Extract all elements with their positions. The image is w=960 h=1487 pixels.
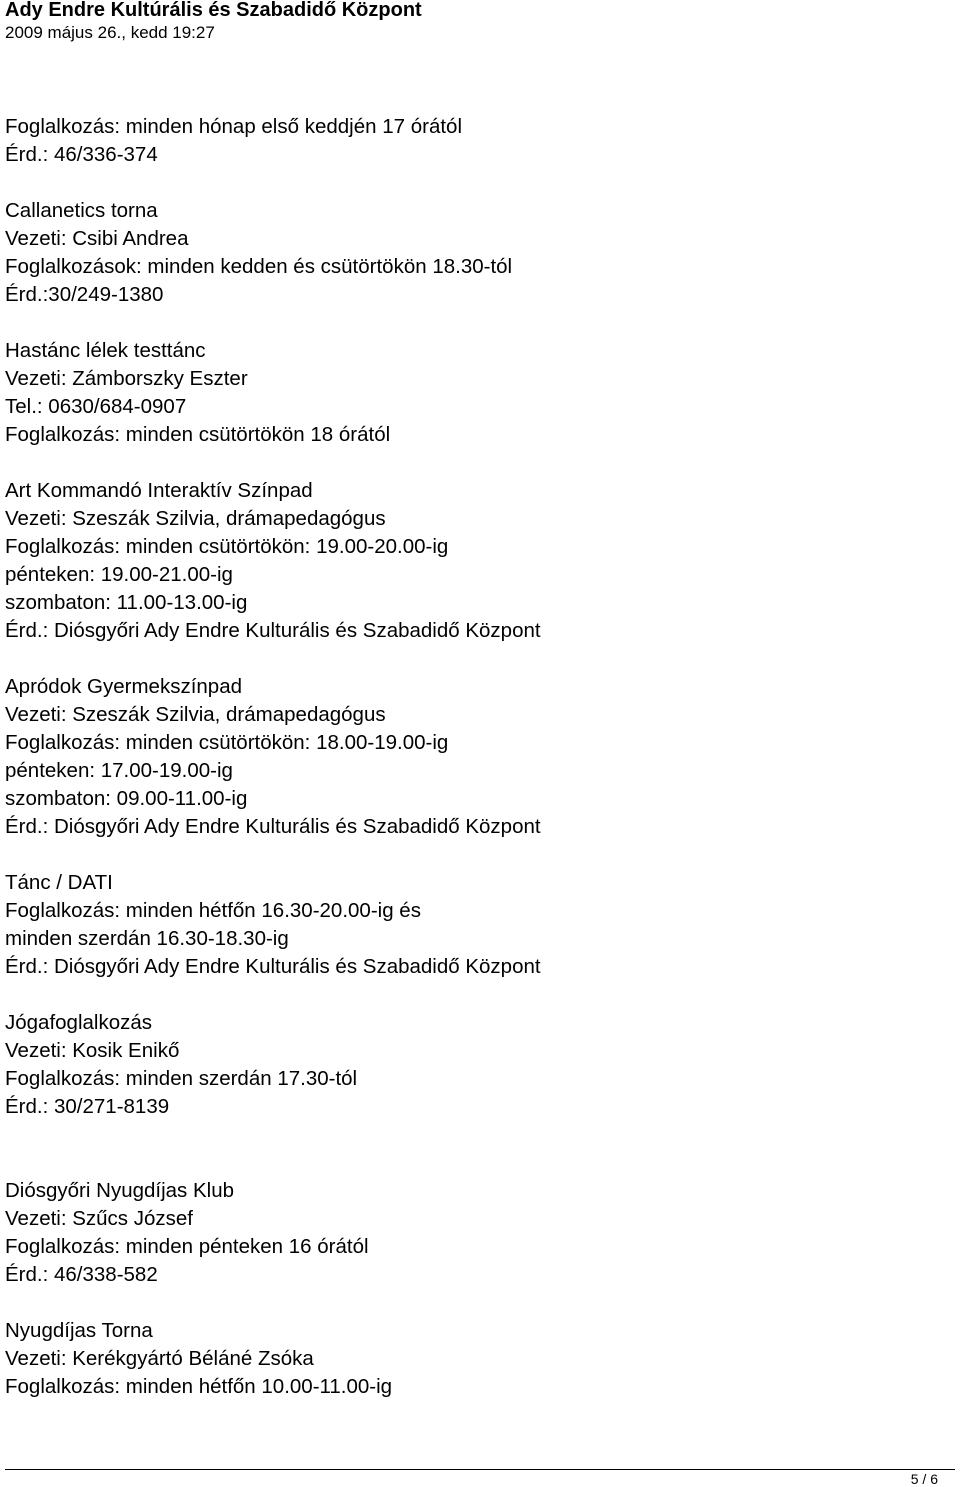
text-line: Vezeti: Csibi Andrea: [5, 227, 189, 250]
spacer: [5, 645, 955, 673]
spacer: [5, 981, 955, 1009]
article-body: [5, 113, 955, 1401]
text-line: Foglalkozás: minden csütörtökön: 19.00-20.00-ig: [5, 535, 449, 558]
text-line: Foglalkozás: minden pénteken 16 órától: [5, 1235, 369, 1258]
spacer: [5, 1149, 955, 1177]
activity-title: Callanetics torna: [5, 199, 158, 222]
page-number: 5 / 6: [910, 1471, 938, 1487]
spacer: [5, 169, 955, 197]
page-header: [5, 0, 955, 44]
text-line: Vezeti: Szűcs József: [5, 1207, 194, 1230]
text-line: Vezeti: Zámborszky Eszter: [5, 367, 248, 390]
text-line: Foglalkozás: minden csütörtökön 18 órától: [5, 423, 391, 446]
text-line: Foglalkozás: minden csütörtökön: 18.00-19.00-ig: [5, 731, 449, 754]
text-line: Érd.:30/249-1380: [5, 283, 164, 306]
activity-title: Diósgyőri Nyugdíjas Klub: [5, 1179, 235, 1202]
text-line: Foglalkozás: minden szerdán 17.30-tól: [5, 1067, 358, 1090]
text-line: szombaton: 11.00-13.00-ig: [5, 591, 248, 614]
text-line: minden szerdán 16.30-18.30-ig: [5, 927, 289, 950]
activity-title: Jógafoglalkozás: [5, 1011, 153, 1034]
text-line: pénteken: 19.00-21.00-ig: [5, 563, 233, 586]
text-line: Érd.: Diósgyőri Ady Endre Kulturális és Szabadidő Központ: [5, 815, 541, 838]
text-line: pénteken: 17.00-19.00-ig: [5, 759, 233, 782]
spacer: [5, 1289, 955, 1317]
text-line: Vezeti: Kosik Enikő: [5, 1039, 180, 1062]
text-line: Foglalkozás: minden hétfőn 10.00-11.00-ig: [5, 1375, 393, 1398]
activity-title: Art Kommandó Interaktív Színpad: [5, 479, 313, 502]
spacer: [5, 841, 955, 869]
text-line: Érd.: 46/338-582: [5, 1263, 158, 1286]
text-line: Tel.: 0630/684-0907: [5, 395, 187, 418]
text-line: Foglalkozás: minden hónap első keddjén 17 órától: [5, 115, 462, 138]
text-line: Érd.: Diósgyőri Ady Endre Kulturális és Szabadidő Központ: [5, 955, 541, 978]
text-line: Érd.: 30/271-8139: [5, 1095, 170, 1118]
text-line: Vezeti: Szeszák Szilvia, drámapedagógus: [5, 703, 386, 726]
spacer: [5, 449, 955, 477]
text-line: Foglalkozás: minden hétfőn 16.30-20.00-ig és: [5, 899, 421, 922]
activity-title: Tánc / DATI: [5, 871, 113, 894]
footer-divider: [5, 1469, 955, 1470]
text-line: Érd.: 46/336-374: [5, 143, 158, 166]
text-line: Érd.: Diósgyőri Ady Endre Kulturális és Szabadidő Központ: [5, 619, 541, 642]
activity-title: Apródok Gyermekszínpad: [5, 675, 243, 698]
activity-title: Nyugdíjas Torna: [5, 1319, 153, 1342]
text-line: szombaton: 09.00-11.00-ig: [5, 787, 248, 810]
site-title: Ady Endre Kultúrális és Szabadidő Központ: [5, 0, 422, 21]
activity-title: Hastánc lélek testtánc: [5, 339, 206, 362]
spacer: [5, 309, 955, 337]
text-line: Vezeti: Kerékgyártó Béláné Zsóka: [5, 1347, 314, 1370]
text-line: Foglalkozások: minden kedden és csütörtökön 18.30-tól: [5, 255, 513, 278]
post-date: 2009 május 26., kedd 19:27: [5, 23, 215, 42]
spacer: [5, 1121, 955, 1149]
text-line: Vezeti: Szeszák Szilvia, drámapedagógus: [5, 507, 386, 530]
